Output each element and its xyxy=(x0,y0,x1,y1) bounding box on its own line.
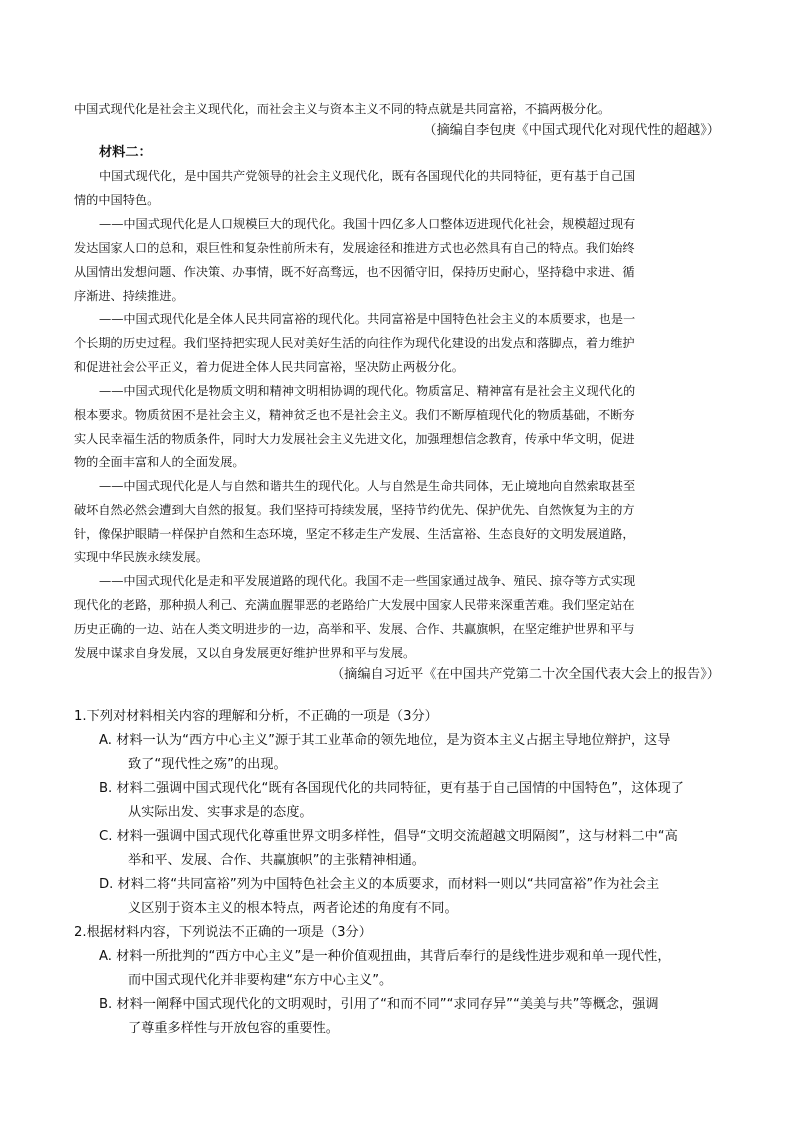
paragraph-line: 实人民幸福生活的物质条件，同时大力发展社会主义先进文化，加强理想信念教育，传承中华文明，促进 xyxy=(74,432,635,446)
material1-tail: 中国式现代化是社会主义现代化，而社会主义与资本主义不同的特点就是共同富裕，不搞两极分化。 xyxy=(74,102,611,116)
question-stem: 2.根据材料内容，下列说法不正确的一项是（3分） xyxy=(74,925,372,940)
paragraph-line: 个长期的历史过程。我们坚持把实现人民对美好生活的向往作为现代化建设的出发点和落脚点，着力维护 xyxy=(74,336,635,350)
paragraph-line: 根本要求。物质贫困不是社会主义，精神贫乏也不是社会主义。我们不断厚植现代化的物质基础，不断夯 xyxy=(74,408,635,422)
question-stem: 1.下列对材料相关内容的理解和分析，不正确的一项是（3分） xyxy=(74,709,438,724)
option-a: A. 材料一认为“西方中心主义”源于其工业革命的领先地位，是为资本主义占据主导地位辩护，这导 xyxy=(99,733,671,748)
paragraph-line: ——中国式现代化是物质文明和精神文明相协调的现代化。物质富足、精神富有是社会主义现代化的 xyxy=(99,384,636,398)
option-b-cont: 了尊重多样性与开放包容的重要性。 xyxy=(128,1021,339,1036)
option-a-cont: 而中国式现代化并非要构建“东方中心主义”。 xyxy=(128,973,393,988)
option-b: B. 材料二强调中国式现代化“既有各国现代化的共同特征，更有基于自己国情的中国特色”，这体现了 xyxy=(99,781,684,796)
paragraph-line: 发达国家人口的总和，艰巨性和复杂性前所未有，发展途径和推进方式也必然具有自己的特点。我们始终 xyxy=(74,241,635,255)
option-c: C. 材料一强调中国式现代化尊重世界文明多样性，倡导“文明交流超越文明隔阂”，这与材料二中“高 xyxy=(99,829,678,844)
option-a-cont: 致了“现代性之殇”的出现。 xyxy=(128,757,287,772)
paragraph-line: 序渐进、持续推进。 xyxy=(74,289,184,303)
paragraph-line: 情的中国特色。 xyxy=(74,193,160,207)
paragraph-line: 现代化的老路，那种损人利己、充满血腥罪恶的老路给广大发展中国家人民带来深重苦难。我们坚定站在 xyxy=(74,598,635,612)
paragraph-line: 中国式现代化，是中国共产党领导的社会主义现代化，既有各国现代化的共同特征，更有基于自己国 xyxy=(99,169,636,183)
paragraph-line: 实现中华民族永续发展。 xyxy=(74,550,209,564)
paragraph-line: ——中国式现代化是走和平发展道路的现代化。我国不走一些国家通过战争、殖民、掠夺等方式实现 xyxy=(99,574,636,588)
paragraph-line: 和促进社会公平正义，着力促进全体人民共同富裕，坚决防止两极分化。 xyxy=(74,360,464,374)
option-a: A. 材料一所批判的“西方中心主义”是一种价值观扭曲，其背后奉行的是线性进步观和单一现代性， xyxy=(99,949,671,964)
paragraph-line: 针，像保护眼睛一样保护自然和生态环境，坚定不移走生产发展、生活富裕、生态良好的文明发展道路， xyxy=(74,527,635,541)
paragraph-line: 发展中谋求自身发展，又以自身发展更好维护世界和平与发展。 xyxy=(74,646,416,660)
option-d: D. 材料二将“共同富裕”列为中国特色社会主义的本质要求，而材料一则以“共同富裕”作为社会主 xyxy=(99,877,660,892)
material2-source: （摘编自习近平《在中国共产党第二十次全国代表大会上的报告》） xyxy=(330,667,720,682)
option-c-cont: 举和平、发展、合作、共赢旗帜”的主张精神相通。 xyxy=(128,853,425,868)
paragraph-line: 历史正确的一边、站在人类文明进步的一边，高举和平、发展、合作、共赢旗帜，在坚定维护世界和平与 xyxy=(74,622,635,636)
paragraph-line: ——中国式现代化是全体人民共同富裕的现代化。共同富裕是中国特色社会主义的本质要求，也是一 xyxy=(99,312,636,326)
option-b: B. 材料一阐释中国式现代化的文明观时，引用了“和而不同”“求同存异”“美美与共”等概念，强调 xyxy=(99,997,659,1012)
paragraph-line: 破坏自然必然会遭到大自然的报复。我们坚持可持续发展，坚持节约优先、保护优先、自然恢复为主的方 xyxy=(74,503,635,517)
paragraph-line: 从国情出发想问题、作决策、办事情，既不好高骛远，也不因循守旧，保持历史耐心，坚持稳中求进、循 xyxy=(74,265,635,279)
option-d-cont: 义区别于资本主义的根本特点，两者论述的角度有不同。 xyxy=(128,901,458,916)
material1-source: （摘编自李包庚《中国式现代化对现代性的超越》） xyxy=(423,123,720,138)
paragraph-line: 物的全面丰富和人的全面发展。 xyxy=(74,455,245,469)
paragraph-line: ——中国式现代化是人口规模巨大的现代化。我国十四亿多人口整体迈进现代化社会，规模超过现有 xyxy=(99,217,636,231)
material2-heading: 材料二： xyxy=(99,145,152,160)
paragraph-line: ——中国式现代化是人与自然和谐共生的现代化。人与自然是生命共同体，无止境地向自然索取甚至 xyxy=(99,479,636,493)
option-b-cont: 从实际出发、实事求是的态度。 xyxy=(128,805,313,820)
